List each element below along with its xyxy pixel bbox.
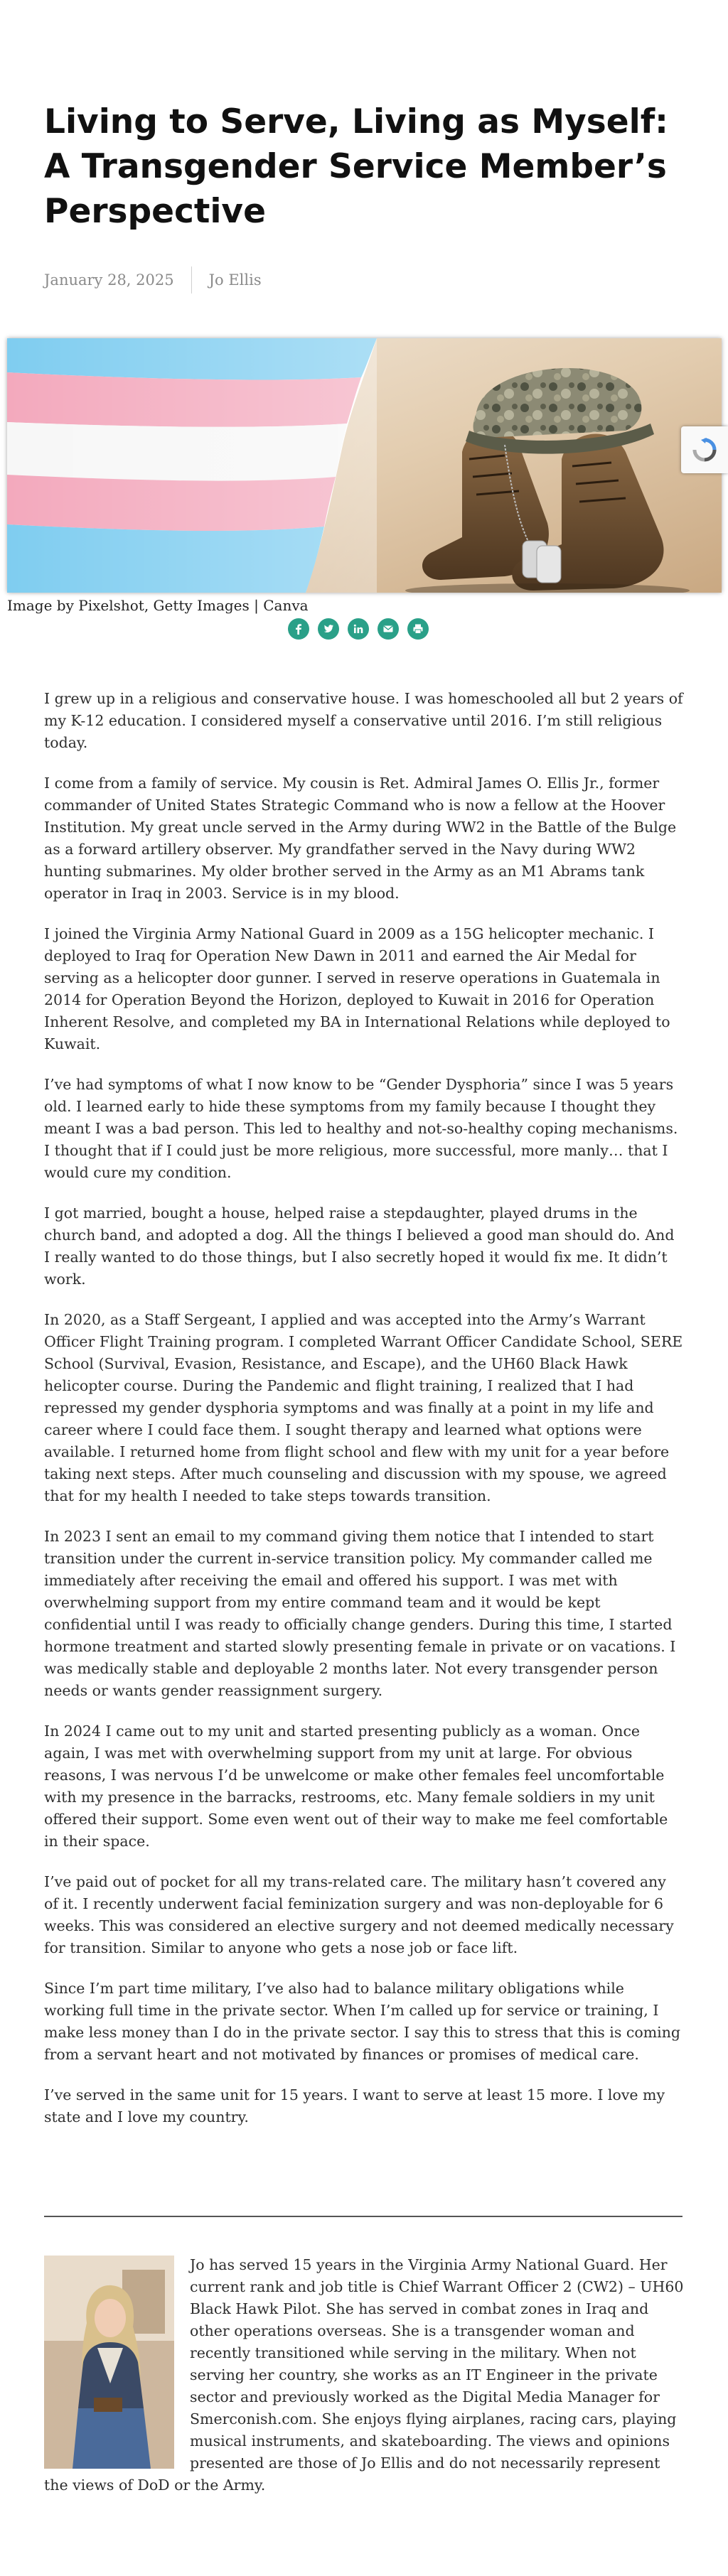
- twitter-icon: [323, 623, 334, 635]
- article-paragraph: I’ve served in the same unit for 15 years. I want to serve at least 15 more. I love my state and I love my country.: [44, 2086, 665, 2125]
- article-paragraph: I grew up in a religious and conservative house. I was homeschooled all but 2 years of my K-12 education. I considered myself a conservative until 2016. I’m still religious today.: [44, 690, 683, 751]
- featured-image: [7, 338, 722, 593]
- facebook-icon: [293, 623, 304, 635]
- article-paragraph: In 2024 I came out to my unit and started presenting publicly as a woman. Once again, I was met with overwhelming support from my unit at large. For obvious reasons, I was nervous I’d be unwelcome or make other females feel uncomfortable with my presence in the barracks, restrooms, etc. Many female soldiers in my unit offered their support. Some even went out of their way to make me feel comfortable in their space.: [44, 1723, 668, 1850]
- print-icon: [412, 623, 424, 635]
- article-meta: [44, 266, 262, 294]
- article-paragraph: Since I’m part time military, I’ve also had to balance military obligations while working full time in the private sector. When I’m called up for service or training, I make less money than I do in the private sector. I say this to stress that this is coming from a servant heart and not motivated by finances or promises of medical care.: [44, 1980, 681, 2063]
- share-email-button[interactable]: [378, 618, 399, 640]
- article-paragraph: In 2020, as a Staff Sergeant, I applied and was accepted into the Army’s Warrant Officer Flight Training program. I completed Warrant Officer Candidate School, SERE School (Survival, Evasion, Resistance, and Escape), and the UH60 Black Hawk helicopter course. During the Pandemic and flight training, I realized that I had repressed my gender dysphoria symptoms and was finally at a point in my life and career where I could face them. I sought therapy and learned what options were available. I returned home from flight school and flew with my unit for a year before taking next steps. After much counseling and discussion with my spouse, we agreed that for my health I needed to take steps towards transition.: [44, 1311, 683, 1504]
- linkedin-icon: [353, 623, 364, 635]
- article-paragraph: I come from a family of service. My cousin is Ret. Admiral James O. Ellis Jr., former commander of United States Strategic Command who is now a fellow at the Hoover Institution. My great uncle served in the Army during WW2 in the Battle of the Bulge as a forward artillery observer. My grandfather served in the Navy during WW2 hunting submarines. My older brother served in the Army as an M1 Abrams tank operator in Iraq in 2003. Service is in my blood.: [44, 775, 677, 902]
- share-print-button[interactable]: [407, 618, 429, 640]
- article-paragraph: I’ve had symptoms of what I now know to be “Gender Dysphoria” since I was 5 years old. I learned early to hide these symptoms from my family because I thought they meant I was a bad person. This led to healthy and not-so-healthy coping mechanisms. I thought that if I could just be more religious, more successful, more manly… that I would cure my condition.: [44, 1076, 678, 1181]
- article-paragraph: In 2023 I sent an email to my command giving them notice that I intended to start transition under the current in-service transition policy. My commander called me immediately after receiving the email and offered his support. I was met with overwhelming support from my entire command team and it would be kept confidential until I was ready to officially change genders. During this time, I started hormone treatment and started slowly presenting female in private or on vacations. I was medically stable and deployable 2 months later. Not every transgender person needs or wants gender reassignment surgery.: [44, 1528, 676, 1699]
- article-paragraph: I’ve paid out of pocket for all my trans-related care. The military hasn’t covered any of it. I recently underwent facial feminization surgery and was non-deployable for 6 weeks. This was considered an elective surgery and not deemed medically necessary for transition. Similar to anyone who gets a nose job or face lift.: [44, 1873, 674, 1956]
- author-photo: [44, 2256, 174, 2469]
- share-buttons: [288, 618, 429, 640]
- post-date: January 28, 2025: [44, 271, 174, 289]
- author-bio: [44, 2254, 684, 2496]
- section-divider: [44, 2216, 682, 2217]
- transgender-flag: [7, 338, 377, 593]
- author-link[interactable]: Jo Ellis: [208, 271, 262, 289]
- share-twitter-button[interactable]: [318, 618, 339, 640]
- share-linkedin-button[interactable]: [348, 618, 369, 640]
- featured-image-illustration: [7, 338, 722, 593]
- recaptcha-icon: [691, 436, 718, 463]
- share-facebook-button[interactable]: [288, 618, 309, 640]
- article-body: [44, 688, 684, 2147]
- recaptcha-badge[interactable]: [681, 426, 728, 473]
- article-paragraph: I got married, bought a house, helped raise a stepdaughter, played drums in the church band, and adopted a dog. All the things I believed a good man should do. And I really wanted to do those things, but I also secretly hoped it would fix me. It didn’t work.: [44, 1205, 675, 1288]
- author-portrait: [44, 2256, 174, 2469]
- article-paragraph: I joined the Virginia Army National Guard in 2009 as a 15G helicopter mechanic. I deployed to Iraq for Operation New Dawn in 2011 and earned the Air Medal for serving as a helicopter door gunner. I served in reserve operations in Guatemala in 2014 for Operation Beyond the Horizon, deployed to Kuwait in 2016 for Operation Inherent Resolve, and completed my BA in International Relations while deployed to Kuwait.: [44, 925, 670, 1052]
- email-icon: [382, 623, 394, 635]
- image-caption: Image by Pixelshot, Getty Images | Canva: [7, 597, 309, 614]
- meta-divider: [191, 266, 192, 293]
- article-title: Living to Serve, Living as Myself: A Transgender Service Member’s Perspective: [44, 102, 668, 231]
- author-bio-text: Jo has served 15 years in the Virginia Army National Guard. Her current rank and job title is Chief Warrant Officer 2 (CW2) – UH60 Black Hawk Pilot. She has served in combat zones in Iraq and other operations overseas. She is a transgender woman and recently transitioned while serving in the military. When not serving her country, she works as an IT Engineer in the private sector and previously worked as the Digital Media Manager for Smerconish.com. She enjoys flying airplanes, racing cars, playing musical instruments, and skateboarding. The views and opinions presented are those of Jo Ellis and do not necessarily represent the views of DoD or the Army.: [44, 2256, 684, 2494]
